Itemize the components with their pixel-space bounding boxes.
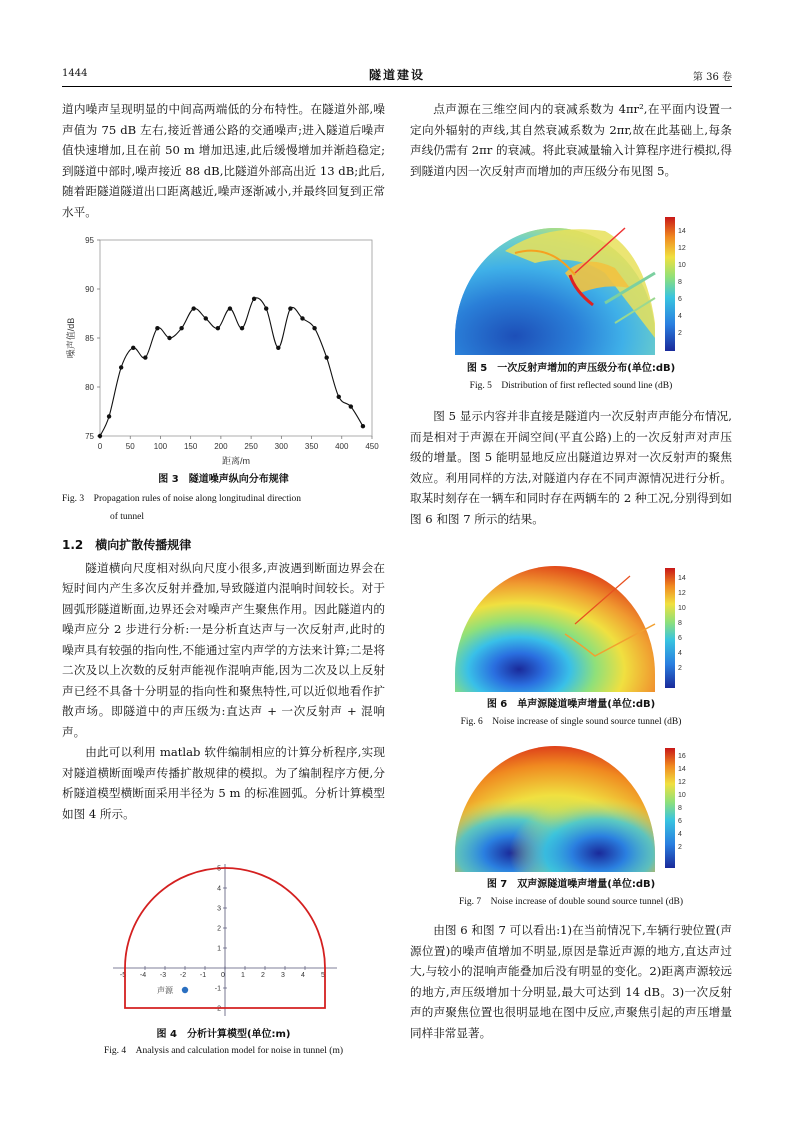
figure-5-caption — [410, 361, 732, 394]
fig7-cb-label: 16 — [678, 753, 686, 760]
journal-title: 隧道建设 — [368, 68, 425, 82]
x-tick-label: 350 — [304, 442, 319, 451]
data-point — [191, 306, 195, 310]
fig7-cb-label: 2 — [678, 844, 682, 851]
fig5-cb-label: 14 — [678, 228, 686, 235]
x-tick-label: -3 — [159, 972, 167, 979]
x-tick-label: 200 — [214, 442, 228, 451]
fig6-cb-label: 4 — [678, 650, 682, 657]
figure-3-caption — [62, 472, 385, 525]
data-point — [179, 326, 183, 330]
data-point — [204, 316, 208, 320]
x-axis-label: 距离/m — [222, 456, 250, 466]
data-point — [228, 306, 232, 310]
fit-curve — [100, 298, 363, 436]
data-point — [337, 395, 341, 399]
data-point — [98, 434, 102, 438]
left-paragraph-1: 道内噪声呈现明显的中间高两端低的分布特性。在隧道外部,噪声值为 75 dB 左右,接近普通公路的交通噪声;进入隧道后噪声值快速增加,且在前 50 m 增加迅速,此后缓慢增加并渐趋稳定;到隧道中部时,噪声接近 88 dB,比隧道外部高出近 13 dB;此后,随着距隧道隧道出口距离越近,噪声逐渐减小,并最终回复到正常水平。 — [62, 102, 385, 219]
fig5-cb-label: 8 — [678, 279, 682, 286]
x-tick-label: 5 — [321, 972, 325, 979]
y-tick-label: 90 — [85, 285, 94, 294]
y-axis-label: 噪声值/dB — [66, 317, 76, 359]
fig6-cb-label: 6 — [678, 635, 682, 642]
data-point — [107, 414, 111, 418]
data-point — [361, 424, 365, 428]
fig6-cb-label: 14 — [678, 575, 686, 582]
data-point — [300, 316, 304, 320]
fig6-caption-cn: 图 6 单声源隧道噪声增量(单位:dB) — [486, 699, 656, 710]
right-paragraph-2: 图 5 显示内容并非直接是隧道内一次反射声声能分布情况,而是相对于声源在开阔空间(平直公路)上的一次反射声对声压级的增量。图 5 能明显地反应出隧道边界对一次反射声的聚焦效应。利用同样的方法,对隧道内存在不同声源情况进行分析。取某时刻存在一辆车和同时存在两辆车的 2 种工况,分别得到如图 6 和图 7 所示的结果。 — [410, 409, 732, 526]
fig4-model — [105, 860, 345, 1020]
figure-6 — [455, 564, 695, 692]
x-tick-label: -4 — [139, 972, 147, 979]
volume-label: 第 36 卷 — [692, 72, 732, 83]
fig3-caption-en-2: of tunnel — [110, 512, 145, 522]
x-tick-label: 1 — [241, 972, 245, 979]
x-tick-label: 4 — [301, 972, 305, 979]
fig6-cb-label: 12 — [678, 590, 686, 597]
figure-7-caption — [410, 877, 732, 910]
fig7-cb-label: 14 — [678, 766, 686, 773]
data-point — [119, 365, 123, 369]
fig7-cb-label: 6 — [678, 818, 682, 825]
left-paragraph-3: 由此可以利用 matlab 软件编制相应的计算分析程序,实现对隧道横断面噪声传播扩散规律的模拟。为了编制程序方便,分析隧道模型横断面采用半径为 5 m 的标准圆弧。分析计算模型如图 4 所示。 — [62, 745, 385, 821]
fig6-colorbar — [665, 568, 675, 688]
data-point — [264, 306, 268, 310]
fig7-cb-label: 4 — [678, 831, 682, 838]
left-column-top — [62, 99, 385, 222]
fig5-heatmap — [455, 213, 695, 355]
fig3-caption-en-1: Fig. 3 Propagation rules of noise along longitudinal direction — [62, 494, 302, 504]
fig4-caption-cn: 图 4 分析计算模型(单位:m) — [156, 1029, 291, 1040]
fig4-caption-en: Fig. 4 Analysis and calculation model for noise in tunnel (m) — [103, 1046, 344, 1056]
x-tick-label: 450 — [365, 442, 379, 451]
y-tick-label: 1 — [217, 945, 221, 953]
section-heading: 1.2 横向扩散传播规律 — [62, 538, 192, 552]
fig3-chart — [62, 232, 382, 470]
fig5-cb-label: 6 — [678, 296, 682, 303]
fig7-cb-label: 12 — [678, 779, 686, 786]
data-point — [312, 326, 316, 330]
left-paragraph-2: 隧道横向尺度相对纵向尺度小很多,声波遇到断面边界会在短时间内产生多次反射并叠加,导致隧道内混响时间较长。对于圆弧形隧道断面,边界还会对噪声产生聚焦作用。因此隧道内的噪声应分 2 步进行分析:一是分析直达声与一次反射声,此时的噪声具有较强的指向性,不能通过室内声学的方法来计算;二是将二次及以上次数的反射声能视作混响声能,因为二次及以上反射声已经不具备十分明显的指向性和聚焦特性,可以近似地看作扩散声场。即隧道中的声压级为:直达声 + 一次反射声 + 混响声。 — [62, 560, 385, 739]
fig7-colorbar — [665, 748, 675, 868]
header-rule — [62, 86, 732, 87]
fig5-cb-label: 4 — [678, 313, 682, 320]
right-column-top — [410, 99, 732, 181]
fig6-heatmap — [455, 564, 695, 692]
right-paragraph-1: 点声源在三维空间内的衰减系数为 4πr²,在平面内设置一定向外辐射的声线,其自然衰减系数为 2πr,故在此基础上,每条声线仍需有 2πr 的衰减。将此衰减量输入计算程序进行模拟,得到隧道内因一次反射声而增加的声压级分布见图 5。 — [410, 102, 732, 178]
fig5-cb-label: 10 — [678, 262, 686, 269]
fig7-caption-en: Fig. 7 Noise increase of double sound source tunnel (dB) — [459, 897, 683, 907]
fig5-caption-en: Fig. 5 Distribution of first reflected sound line (dB) — [469, 381, 673, 391]
x-tick-label: 100 — [153, 442, 168, 451]
y-tick-label: 3 — [217, 905, 221, 913]
data-point — [143, 355, 147, 359]
fig5-cb-label: 12 — [678, 245, 686, 252]
y-tick-label: 95 — [85, 236, 94, 245]
fig6-cb-label: 8 — [678, 620, 682, 627]
fig6-caption-en: Fig. 6 Noise increase of single sound source tunnel (dB) — [460, 717, 682, 727]
fig6-cb-label: 10 — [678, 605, 686, 612]
sound-source-label: 声源 — [157, 986, 173, 995]
data-point — [240, 326, 244, 330]
fig7-heatmap — [455, 744, 695, 872]
y-tick-label: -2 — [214, 1005, 221, 1013]
x-tick-label: 3 — [281, 972, 285, 979]
x-tick-label: 0 — [221, 972, 225, 979]
data-point — [288, 306, 292, 310]
right-paragraph-3: 由图 6 和图 7 可以看出:1)在当前情况下,车辆行驶位置(声源位置)的噪声值增加不明显,原因是靠近声源的地方,直达声过大,与较小的混响声能叠加后没有明显的变化。2)距离声源较远的地方,声压级增加十分明显,最大可达到 14 dB。3)一次反射声的声聚焦位置也很明显地在图中反应,声聚焦引起的声压增量同样非常显著。 — [410, 923, 732, 1040]
x-tick-label: -2 — [179, 972, 187, 979]
y-tick-label: 75 — [85, 432, 94, 441]
x-tick-label: 0 — [97, 442, 103, 451]
y-tick-label: 85 — [85, 334, 94, 343]
figure-3 — [62, 232, 382, 470]
fig5-cb-label: 2 — [678, 330, 682, 337]
x-tick-label: 50 — [125, 442, 135, 451]
fig7-cb-label: 10 — [678, 792, 686, 799]
data-point — [324, 355, 328, 359]
figure-7 — [455, 744, 695, 872]
fig7-cb-label: 8 — [678, 805, 682, 812]
x-tick-label: 400 — [335, 442, 349, 451]
x-tick-label: 300 — [274, 442, 289, 451]
right-column-mid — [410, 406, 732, 529]
data-point — [349, 404, 353, 408]
figure-6-caption — [410, 697, 732, 730]
x-tick-label: 250 — [244, 442, 258, 451]
fig6-cb-label: 2 — [678, 665, 682, 672]
y-tick-label: 2 — [217, 925, 221, 933]
y-tick-label: 80 — [85, 383, 94, 392]
fig3-caption-cn: 图 3 隧道噪声纵向分布规律 — [158, 474, 289, 485]
data-point — [167, 336, 171, 340]
page-header — [62, 66, 732, 84]
plot-frame — [100, 240, 372, 436]
x-tick-label: 2 — [261, 972, 265, 979]
data-point — [216, 326, 220, 330]
left-column-mid — [62, 535, 385, 824]
data-point — [276, 346, 280, 350]
right-column-bottom — [410, 920, 732, 1043]
y-tick-label: -1 — [214, 985, 221, 993]
data-point — [252, 297, 256, 301]
page-number: 1444 — [62, 68, 88, 79]
y-tick-label: 5 — [217, 865, 221, 873]
figure-4 — [105, 860, 345, 1020]
figure-4-caption — [62, 1027, 385, 1059]
fig7-caption-cn: 图 7 双声源隧道噪声增量(单位:dB) — [486, 879, 656, 890]
figure-5 — [455, 213, 695, 355]
sound-source-marker — [182, 987, 188, 993]
y-tick-label: 4 — [217, 885, 221, 893]
fig5-colorbar — [665, 217, 675, 351]
fig5-caption-cn: 图 5 一次反射声增加的声压级分布(单位:dB) — [466, 363, 676, 374]
x-tick-label: -1 — [199, 972, 207, 979]
data-point — [131, 346, 135, 350]
x-tick-label: 150 — [183, 442, 198, 451]
data-point — [155, 326, 159, 330]
x-tick-label: -5 — [119, 972, 127, 979]
